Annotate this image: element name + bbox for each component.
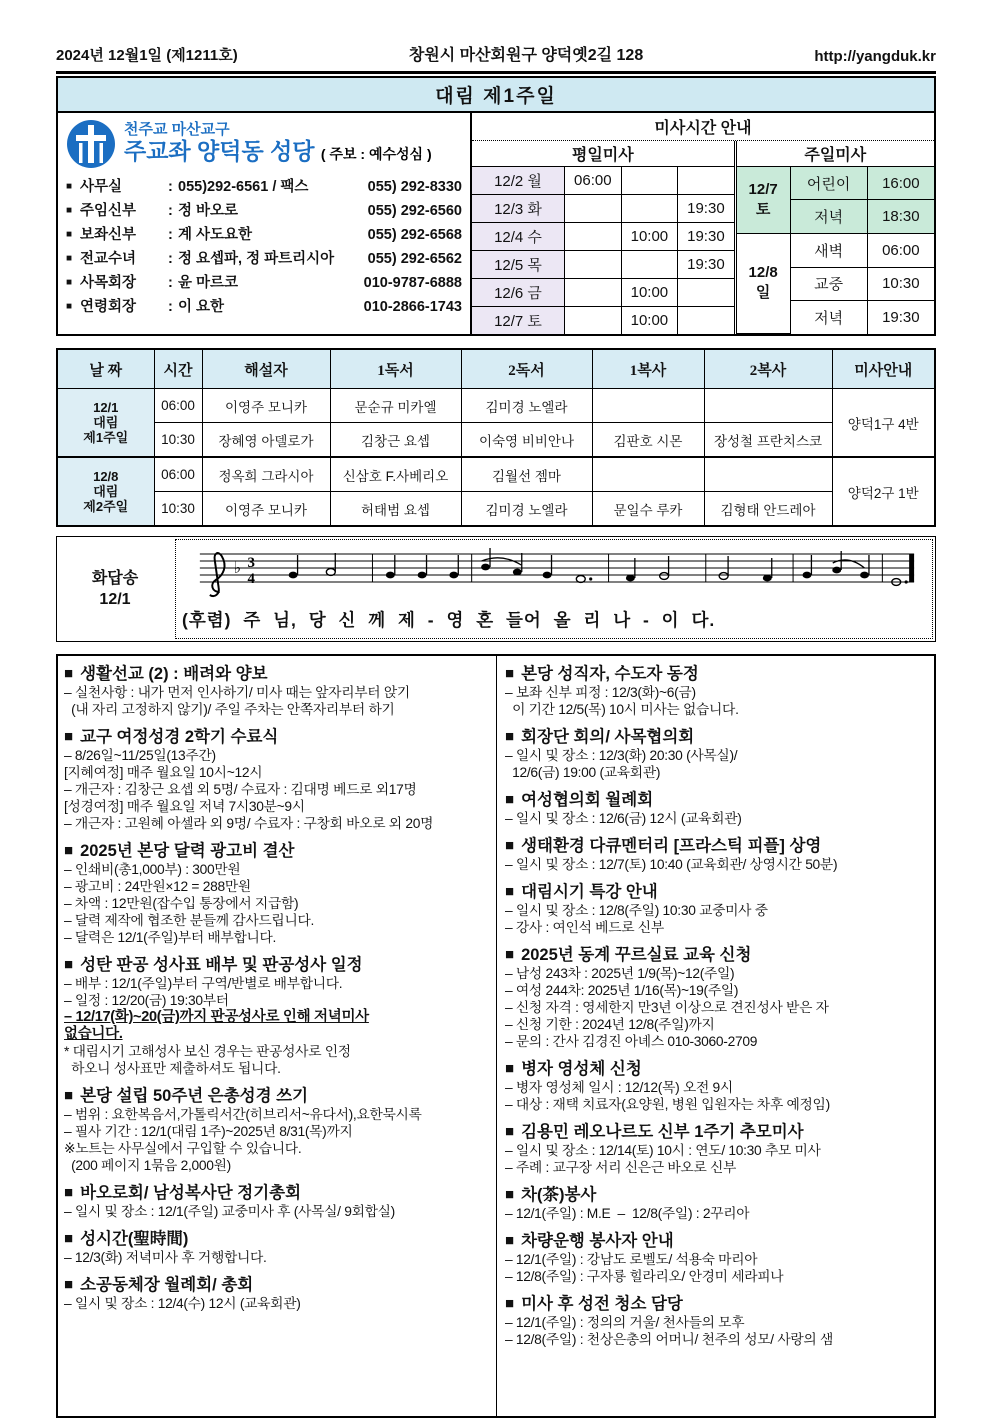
music-staff-icon xyxy=(182,542,926,600)
roster-date-cell xyxy=(57,457,154,526)
contact-colon: : xyxy=(168,227,173,243)
section-line: – 12/8(주일) : 천상은총의 어머니/ 천주의 성모/ 사랑의 샘 xyxy=(505,1332,834,1347)
square-bullet-icon: ■ xyxy=(505,883,515,900)
roster-cell: 신삼호 F.사베리오 xyxy=(330,457,461,492)
contact-phone: 055) 292-6568 xyxy=(367,227,462,243)
section-title xyxy=(505,727,926,747)
roster-cell: 문순규 미카엘 xyxy=(330,389,461,423)
section-line: – 일시 및 장소 : 12/1(주일) 교중미사 후 (사목실/ 9회합실) xyxy=(64,1204,395,1219)
flat-sign: ♭ xyxy=(233,559,242,578)
section-line: – 신청 기한 : 2024년 12/8(주일)까지 xyxy=(505,1017,715,1032)
section-title-text: 대림시기 특강 안내 xyxy=(521,883,658,901)
church-info-panel xyxy=(58,113,472,334)
issue-date: 2024년 12월1일 (제1211호) xyxy=(56,47,238,64)
contact-value: 계 사도요한 xyxy=(178,227,253,243)
weekday-day-cell: 12/5 목 xyxy=(472,251,565,279)
section-line: * 대림시기 고해성사 보신 경우는 판공성사로 인정 xyxy=(64,1044,351,1059)
top-header xyxy=(56,42,936,74)
announcement-section xyxy=(505,1294,926,1348)
announcements-left-column xyxy=(58,656,496,1416)
section-line: – 차액 : 12만원(잡수입 통장에서 지급함) xyxy=(64,896,299,911)
sunday-day-cell xyxy=(737,233,791,333)
section-title xyxy=(505,882,926,902)
square-bullet-icon: ■ xyxy=(66,229,73,240)
sunday-mass-time-cell: 06:00 xyxy=(867,233,934,267)
section-line: [지혜여정] 매주 월요일 10시~12시 xyxy=(64,765,263,780)
roster-cell: 정옥희 그라시아 xyxy=(202,457,330,492)
roster-cell: 06:00 xyxy=(154,457,202,492)
diocese-name: 천주교 마산교구 xyxy=(124,120,230,138)
section-line: – 일시 및 장소 : 12/8(주일) 10:30 교중미사 중 xyxy=(505,903,768,918)
roster-note-cell: 양덕2구 1반 xyxy=(832,457,935,526)
section-title xyxy=(64,955,488,975)
roster-cell: 김미경 노엘라 xyxy=(461,389,592,423)
weekday-time-cell: 10:00 xyxy=(621,279,678,307)
square-bullet-icon: ■ xyxy=(505,1295,515,1312)
announcement-section xyxy=(64,955,488,1077)
section-title xyxy=(64,1086,488,1106)
announcement-section xyxy=(505,1231,926,1285)
roster-cell xyxy=(704,389,832,423)
roster-header-cell: 2복사 xyxy=(704,349,832,389)
square-bullet-icon: ■ xyxy=(505,1060,515,1077)
square-bullet-icon: ■ xyxy=(505,1123,515,1140)
roster-header-cell: 해설자 xyxy=(202,349,330,389)
svg-text:3: 3 xyxy=(247,554,255,572)
roster-cell: 김미경 노엘라 xyxy=(461,492,592,527)
section-title xyxy=(505,664,926,684)
weekday-time-cell xyxy=(565,307,622,335)
roster-row xyxy=(57,423,935,458)
roster-cell xyxy=(592,389,704,423)
announcement-section xyxy=(64,1086,488,1174)
announcement-section xyxy=(505,882,926,936)
sunday-day-line: 일 xyxy=(755,284,771,302)
roster-cell: 허태범 요셉 xyxy=(330,492,461,527)
announcement-section xyxy=(64,727,488,832)
section-line: – 강사 : 여인석 베드로 신부 xyxy=(505,920,664,935)
section-line: – 필사 기간 : 12/1(대림 1주)~2025년 8/31(목)까지 xyxy=(64,1124,353,1139)
weekday-mass-row xyxy=(472,167,734,195)
masthead-box xyxy=(56,76,936,336)
section-line: – 여성 244차: 2025년 1/16(목)~19(주일) xyxy=(505,983,739,998)
square-bullet-icon: ■ xyxy=(505,665,515,682)
section-title-text: 회장단 회의/ 사목협의회 xyxy=(521,728,695,746)
roster-header-cell: 1독서 xyxy=(330,349,461,389)
roster-cell: 이숙영 비비안나 xyxy=(461,423,592,458)
roster-cell: 10:30 xyxy=(154,492,202,527)
announcement-section xyxy=(505,1122,926,1176)
roster-cell xyxy=(592,457,704,492)
psalm-label: 화답송 12/1 xyxy=(91,570,139,608)
section-line: 없습니다. xyxy=(64,1026,123,1042)
mass-times-panel xyxy=(472,113,934,334)
section-line: – 일시 및 장소 : 12/3(화) 20:30 (사목실)/ xyxy=(505,748,738,763)
section-line: – 일시 및 장소 : 12/4(수) 12시 (교육회관) xyxy=(64,1296,301,1311)
section-line: – 주례 : 교구장 서리 신은근 바오로 신부 xyxy=(505,1160,737,1175)
weekday-mass-row xyxy=(472,251,734,279)
section-line: – 대상 : 재택 치료자(요양원, 병원 입원자는 차후 예정임) xyxy=(505,1097,830,1112)
section-line: 이 기간 12/5(목) 10시 미사는 없습니다. xyxy=(505,702,739,717)
section-line: 하오니 성사표만 제출하셔도 됩니다. xyxy=(64,1061,281,1076)
section-title xyxy=(64,727,488,747)
roster-row xyxy=(57,492,935,527)
square-bullet-icon: ■ xyxy=(505,791,515,808)
contact-colon: : xyxy=(168,203,173,219)
church-address: 창원시 마산회원구 양덕옛2길 128 xyxy=(408,47,644,64)
section-line: – 12/3(화) 저녁미사 후 거행합니다. xyxy=(64,1250,267,1265)
section-line: – 개근자 : 김창근 요셉 외 5명/ 수료자 : 김대명 베드로 외17명 xyxy=(64,782,417,797)
section-line: – 8/26일~11/25일(13주간) xyxy=(64,748,216,763)
sunday-mass-row xyxy=(737,233,934,267)
contact-row xyxy=(66,295,462,319)
section-title xyxy=(505,1059,926,1079)
sunday-day-line: 토 xyxy=(755,200,771,218)
section-title xyxy=(505,836,926,856)
section-line: – 12/8(주일) : 구자룡 힐라리오/ 안경미 세라피나 xyxy=(505,1269,784,1284)
contact-colon: : xyxy=(168,275,173,291)
section-line: – 보좌 신부 피정 : 12/3(화)~6(금) xyxy=(505,685,696,700)
sunday-mass-name-cell: 저녁 xyxy=(790,200,867,234)
section-title-text: 소공동체장 월례회/ 총회 xyxy=(80,1276,254,1294)
square-bullet-icon: ■ xyxy=(505,1232,515,1249)
weekday-time-cell xyxy=(678,279,734,307)
contact-value: 055)292-6561 / 팩스 xyxy=(178,179,309,195)
contact-label: 주임신부 xyxy=(80,203,137,219)
roster-header-cell: 날 짜 xyxy=(57,349,154,389)
section-line: – 일정 : 12/20(금) 19:30부터 xyxy=(64,993,229,1008)
contact-label: 전교수녀 xyxy=(80,251,137,267)
church-url: http://yangduk.kr xyxy=(814,48,936,65)
section-title-text: 본당 설립 50주년 은총성경 쓰기 xyxy=(80,1087,309,1105)
square-bullet-icon: ■ xyxy=(64,728,74,745)
section-line: – 실천사항 : 내가 먼저 인사하기/ 미사 때는 앞자리부터 앉기 xyxy=(64,685,410,700)
square-bullet-icon: ■ xyxy=(64,1276,74,1293)
square-bullet-icon: ■ xyxy=(505,837,515,854)
section-title xyxy=(505,945,926,965)
contact-label: 사무실 xyxy=(80,179,123,195)
section-line: – 12/17(화)~20(금)까지 판공성사로 인해 저녁미사 xyxy=(64,1009,369,1025)
contact-row xyxy=(66,271,462,295)
square-bullet-icon: ■ xyxy=(66,181,73,192)
section-line: – 12/1(주일) : M.E – 12/8(주일) : 2꾸리아 xyxy=(505,1206,750,1221)
roster-date-cell xyxy=(57,389,154,458)
weekday-day-cell: 12/6 금 xyxy=(472,279,565,307)
square-bullet-icon: ■ xyxy=(66,277,73,288)
square-bullet-icon: ■ xyxy=(64,842,74,859)
weekday-day-cell: 12/7 토 xyxy=(472,307,565,335)
roster-date-line: 대림 xyxy=(93,415,119,430)
contact-row xyxy=(66,247,462,271)
ministry-roster-table xyxy=(56,348,936,527)
sunday-mass-name-cell: 새벽 xyxy=(790,233,867,267)
section-line: – 범위 : 요한복음서,가톨릭서간(히브리서~유다서),요한묵시록 xyxy=(64,1107,422,1122)
section-title xyxy=(64,841,488,861)
weekday-time-cell xyxy=(678,167,734,195)
roster-cell: 김월선 젬마 xyxy=(461,457,592,492)
weekday-time-cell xyxy=(565,279,622,307)
roster-row xyxy=(57,389,935,423)
contact-value: 이 요한 xyxy=(178,299,225,315)
roster-date-line: 12/8 xyxy=(93,469,119,484)
square-bullet-icon: ■ xyxy=(505,728,515,745)
roster-cell: 문일수 루카 xyxy=(592,492,704,527)
contact-label: 연령회장 xyxy=(80,299,137,315)
weekday-time-cell: 10:00 xyxy=(621,223,678,251)
weekday-time-cell: 19:30 xyxy=(678,195,734,223)
announcements-right-column xyxy=(496,656,934,1416)
sunday-day-cell xyxy=(737,167,791,233)
roster-cell: 장혜영 아델로가 xyxy=(202,423,330,458)
square-bullet-icon: ■ xyxy=(64,665,74,682)
section-title-text: 차량운행 봉사자 안내 xyxy=(521,1232,674,1250)
section-line: – 개근자 : 고원혜 아셀라 외 9명/ 수료자 : 구창회 바오로 외 20명 xyxy=(64,816,434,831)
section-line: – 일시 및 장소 : 12/6(금) 12시 (교육회관) xyxy=(505,811,742,826)
section-title-text: 2025년 본당 달력 광고비 결산 xyxy=(80,842,295,860)
section-title-text: 바오로회/ 남성복사단 정기총회 xyxy=(80,1184,302,1202)
contact-colon: : xyxy=(168,179,173,195)
roster-note-cell: 양덕1구 4반 xyxy=(832,389,935,458)
section-title xyxy=(64,664,488,684)
roster-header-cell: 미사안내 xyxy=(832,349,935,389)
section-title xyxy=(505,1185,926,1205)
weekday-time-cell xyxy=(678,307,734,335)
roster-cell: 06:00 xyxy=(154,389,202,423)
announcement-section xyxy=(505,945,926,1050)
roster-date-line: 제1주일 xyxy=(83,430,129,445)
contact-value: 정 바오로 xyxy=(178,203,239,219)
roster-cell: 김판호 시몬 xyxy=(592,423,704,458)
patron-note: ( 주보 : 예수성심 ) xyxy=(320,145,432,162)
section-line: – 일시 및 장소 : 12/14(토) 10시 : 연도/ 10:30 추모 미사 xyxy=(505,1143,821,1158)
contact-value: 정 요셉파, 정 파트리시아 xyxy=(178,251,335,267)
square-bullet-icon: ■ xyxy=(66,253,73,264)
weekday-day-cell: 12/4 수 xyxy=(472,223,565,251)
responsorial-psalm-box xyxy=(56,536,936,642)
announcements-box xyxy=(56,654,936,1418)
sunday-mass-table xyxy=(734,141,934,334)
church-name: 주교좌 양덕동 성당 xyxy=(124,137,315,164)
mass-times-title: 미사시간 안내 xyxy=(472,113,934,141)
announcement-section xyxy=(505,664,926,718)
announcement-section xyxy=(505,1185,926,1222)
contact-row xyxy=(66,175,462,199)
roster-cell: 10:30 xyxy=(154,423,202,458)
section-title-text: 교구 여정성경 2학기 수료식 xyxy=(80,728,279,746)
roster-date-line: 제2주일 xyxy=(83,499,129,514)
square-bullet-icon: ■ xyxy=(64,1184,74,1201)
section-line: – 남성 243차 : 2025년 1/9(목)~12(주일) xyxy=(505,966,735,981)
section-title xyxy=(505,1122,926,1142)
contact-list xyxy=(66,175,462,319)
section-line: – 광고비 : 24만원×12 = 288만원 xyxy=(64,879,251,894)
section-title-text: 차(茶)봉사 xyxy=(521,1186,597,1204)
sunday-mass-header: 주일미사 xyxy=(737,141,934,167)
weekday-time-cell xyxy=(565,251,622,279)
section-title xyxy=(505,1231,926,1251)
announcement-section xyxy=(505,836,926,873)
weekday-time-cell xyxy=(565,195,622,223)
weekday-time-cell xyxy=(565,223,622,251)
announcement-section xyxy=(64,1275,488,1312)
contact-colon: : xyxy=(168,299,173,315)
roster-header-cell: 2독서 xyxy=(461,349,592,389)
section-line: – 달력 제작에 협조한 분들께 감사드립니다. xyxy=(64,913,315,928)
section-title-text: 미사 후 성전 청소 담당 xyxy=(521,1295,683,1313)
announcement-section xyxy=(64,841,488,946)
announcement-section xyxy=(505,790,926,827)
weekday-mass-row xyxy=(472,307,734,335)
sunday-mass-time-cell: 10:30 xyxy=(867,267,934,301)
announcement-section xyxy=(505,727,926,781)
sunday-mass-time-cell: 18:30 xyxy=(867,200,934,234)
contact-value: 윤 마르코 xyxy=(178,275,239,291)
weekday-mass-row xyxy=(472,223,734,251)
svg-text:4: 4 xyxy=(247,570,255,588)
section-title xyxy=(64,1229,488,1249)
weekday-time-cell xyxy=(621,195,678,223)
section-line: – 병자 영성체 일시 : 12/12(목) 오전 9시 xyxy=(505,1080,733,1095)
section-title-text: 본당 성직자, 수도자 동정 xyxy=(521,665,699,683)
announcement-section xyxy=(64,1183,488,1220)
section-title-text: 김용민 레오나르도 신부 1주기 추모미사 xyxy=(521,1123,804,1141)
section-line: – 달력은 12/1(주일)부터 배부합니다. xyxy=(64,930,277,945)
sunday-mass-name-cell: 교중 xyxy=(790,267,867,301)
roster-date-line: 12/1 xyxy=(93,400,119,415)
announcement-section xyxy=(64,1229,488,1266)
music-staff-area xyxy=(175,539,933,639)
section-line: (200 페이지 1묶음 2,000원) xyxy=(64,1158,231,1173)
sunday-mass-time-cell: 16:00 xyxy=(867,167,934,200)
section-title-text: 여성협의회 월례회 xyxy=(521,791,654,809)
weekday-mass-header: 평일미사 xyxy=(472,141,734,167)
roster-header-cell: 시간 xyxy=(154,349,202,389)
weekday-time-cell: 19:30 xyxy=(678,251,734,279)
contact-row xyxy=(66,223,462,247)
section-line: – 12/1(주일) : 강남도 로벨도/ 석용숙 마리아 xyxy=(505,1252,758,1267)
section-line: (내 자리 고정하지 않기)/ 주일 주차는 안쪽자리부터 하기 xyxy=(64,702,395,717)
section-title xyxy=(64,1275,488,1295)
psalm-lyrics: (후렴) 주 님, 당 신 께 제 - 영 혼 들어 올 리 나 - 이 다. xyxy=(182,610,716,630)
weekday-time-cell: 10:00 xyxy=(621,307,678,335)
contact-row xyxy=(66,199,462,223)
roster-row xyxy=(57,457,935,492)
section-title-text: 생태환경 다큐멘터리 [프라스틱 피플] 상영 xyxy=(521,837,822,855)
section-line: – 배부 : 12/1(주일)부터 구역/반별로 배부합니다. xyxy=(64,976,343,991)
section-title-text: 2025년 동계 꾸르실료 교육 신청 xyxy=(521,946,752,964)
roster-cell: 장성철 프란치스코 xyxy=(704,423,832,458)
weekday-time-cell xyxy=(621,167,678,195)
sunday-mass-name-cell: 어린이 xyxy=(790,167,867,200)
contact-phone: 055) 292-6562 xyxy=(367,251,462,267)
weekday-mass-table xyxy=(472,141,734,334)
section-line: ※노트는 사무실에서 구입할 수 있습니다. xyxy=(64,1141,302,1156)
contact-phone: 055) 292-6560 xyxy=(367,203,462,219)
section-line: – 12/1(주일) : 정의의 거울/ 천사들의 모후 xyxy=(505,1315,745,1330)
square-bullet-icon: ■ xyxy=(64,956,74,973)
announcement-section xyxy=(505,1059,926,1113)
roster-cell: 이영주 모니카 xyxy=(202,492,330,527)
contact-label: 사목회장 xyxy=(80,275,137,291)
weekday-time-cell: 19:30 xyxy=(678,223,734,251)
section-title-text: 성시간(聖時間) xyxy=(80,1230,189,1248)
sunday-mass-name-cell: 저녁 xyxy=(790,301,867,334)
section-title xyxy=(64,1183,488,1203)
page-title: 대림 제1주일 xyxy=(58,78,934,113)
square-bullet-icon: ■ xyxy=(505,946,515,963)
weekday-mass-row xyxy=(472,279,734,307)
section-line: [성경여정] 매주 월요일 저녁 7시30분~9시 xyxy=(64,799,305,814)
sunday-day-line: 12/7 xyxy=(748,180,778,198)
roster-date-line: 대림 xyxy=(93,484,119,499)
square-bullet-icon: ■ xyxy=(64,1230,74,1247)
weekday-mass-row xyxy=(472,195,734,223)
roster-cell: 김형태 안드레아 xyxy=(704,492,832,527)
weekday-time-cell: 06:00 xyxy=(565,167,622,195)
weekday-time-cell xyxy=(621,251,678,279)
roster-header-cell: 1복사 xyxy=(592,349,704,389)
roster-cell: 김창근 요셉 xyxy=(330,423,461,458)
roster-cell xyxy=(704,457,832,492)
square-bullet-icon: ■ xyxy=(64,1087,74,1104)
square-bullet-icon: ■ xyxy=(505,1186,515,1203)
contact-phone: 010-2866-1743 xyxy=(363,299,462,315)
square-bullet-icon: ■ xyxy=(66,205,73,216)
section-title-text: 성탄 판공 성사표 배부 및 판공성사 일정 xyxy=(80,956,363,974)
sunday-mass-time-cell: 19:30 xyxy=(867,301,934,334)
contact-phone: 010-9787-6888 xyxy=(363,275,462,291)
section-title-text: 생활선교 (2) : 배려와 양보 xyxy=(80,665,268,683)
church-logo-icon xyxy=(66,119,116,169)
roster-cell: 이영주 모니카 xyxy=(202,389,330,423)
sunday-day-line: 12/8 xyxy=(748,264,778,282)
weekday-day-cell: 12/3 화 xyxy=(472,195,565,223)
section-title xyxy=(505,1294,926,1314)
section-title xyxy=(505,790,926,810)
weekday-day-cell: 12/2 월 xyxy=(472,167,565,195)
section-line: – 문의 : 간사 김경진 아녜스 010-3060-2709 xyxy=(505,1034,758,1049)
contact-phone: 055) 292-8330 xyxy=(367,179,462,195)
section-line: 12/6(금) 19:00 (교육회관) xyxy=(505,765,661,780)
contact-colon: : xyxy=(168,251,173,267)
square-bullet-icon: ■ xyxy=(66,301,73,312)
sunday-mass-row xyxy=(737,167,934,200)
announcement-section xyxy=(64,664,488,718)
section-line: – 일시 및 장소 : 12/7(토) 10:40 (교육회관/ 상영시간 50분) xyxy=(505,857,838,872)
section-line: – 인쇄비(총1,000부) : 300만원 xyxy=(64,862,241,877)
section-line: – 신청 자격 : 영세한지 만3년 이상으로 견진성사 받은 자 xyxy=(505,1000,829,1015)
contact-label: 보좌신부 xyxy=(80,227,137,243)
section-title-text: 병자 영성체 신청 xyxy=(521,1060,642,1078)
